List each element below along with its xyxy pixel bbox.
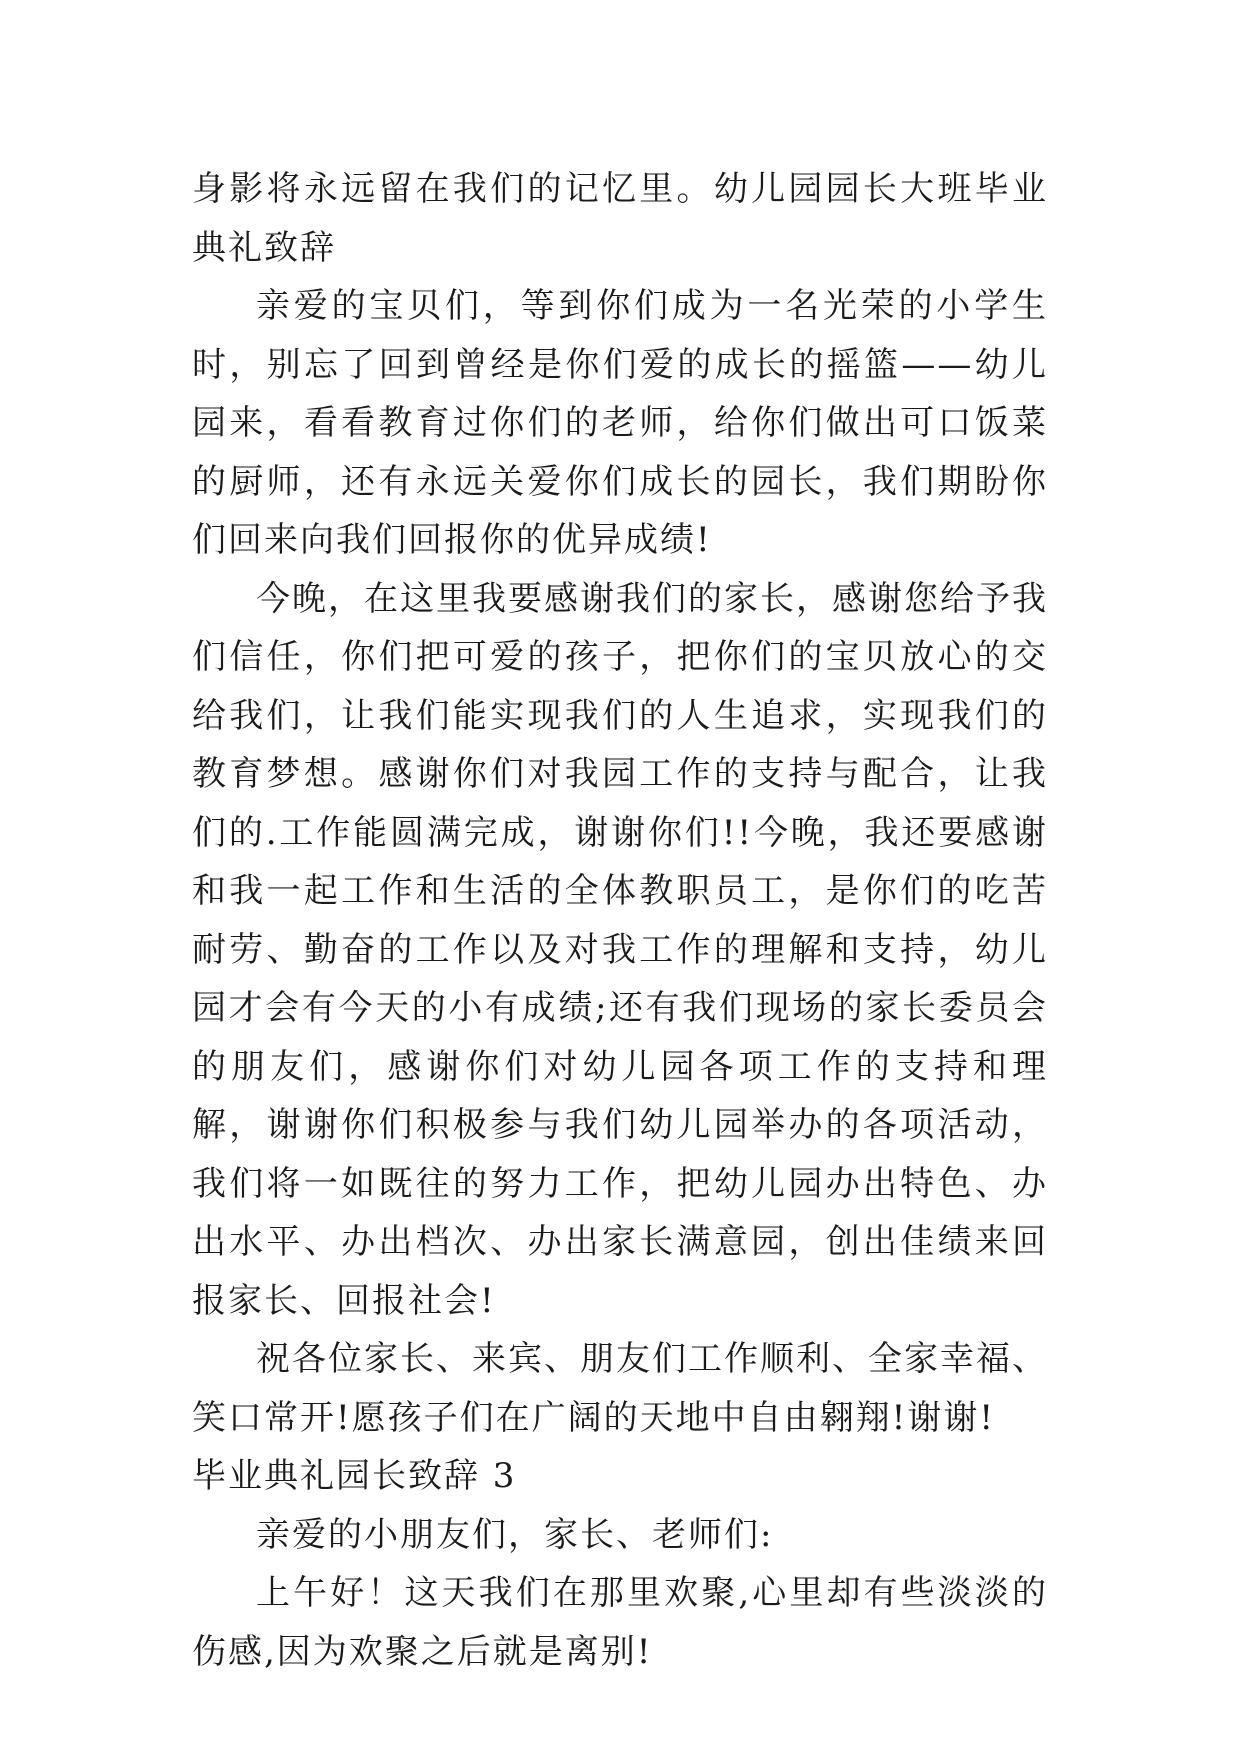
paragraph-wishes: 祝各位家长、来宾、朋友们工作顺利、全家幸福、笑口常开!愿孩子们在广阔的天地中自由翱翔!谢谢!	[192, 1339, 1048, 1438]
section-heading: 毕业典礼园长致辞 3	[192, 1456, 517, 1496]
paragraph-children-message: 亲爱的宝贝们，等到你们成为一名光荣的小学生时，别忘了回到曾经是你们爱的成长的摇篮——幼儿园来，看看教育过你们的老师，给你们做出可口饭菜的厨师，还有永远关爱你们成长的园长，我们期盼你们回来向我们回报你的优异成绩!	[192, 286, 1048, 560]
paragraph-continuation: 身影将永远留在我们的记忆里。幼儿园园长大班毕业典礼致辞	[192, 169, 1048, 268]
paragraph-greeting: 上午好！这天我们在那里欢聚,心里却有些淡淡的伤感,因为欢聚之后就是离别!	[192, 1573, 1048, 1672]
document-body	[192, 160, 1048, 1681]
paragraph-thanks: 今晚，在这里我要感谢我们的家长，感谢您给予我们信任，你们把可爱的孩子，把你们的宝贝放心的交给我们，让我们能实现我们的人生追求，实现我们的教育梦想。感谢你们对我园工作的支持与配合，让我们的.工作能圆满完成，谢谢你们!!今晚，我还要感谢和我一起工作和生活的全体教职员工，是你们的吃苦耐劳、勤奋的工作以及对我工作的理解和支持，幼儿园才会有今天的小有成绩;还有我们现场的家长委员会的朋友们，感谢你们对幼儿园各项工作的支持和理解，谢谢你们积极参与我们幼儿园举办的各项活动，我们将一如既往的努力工作，把幼儿园办出特色、办出水平、办出档次、办出家长满意园，创出佳绩来回报家长、回报社会!	[192, 578, 1048, 1321]
paragraph-salutation: 亲爱的小朋友们，家长、老师们:	[256, 1514, 774, 1555]
